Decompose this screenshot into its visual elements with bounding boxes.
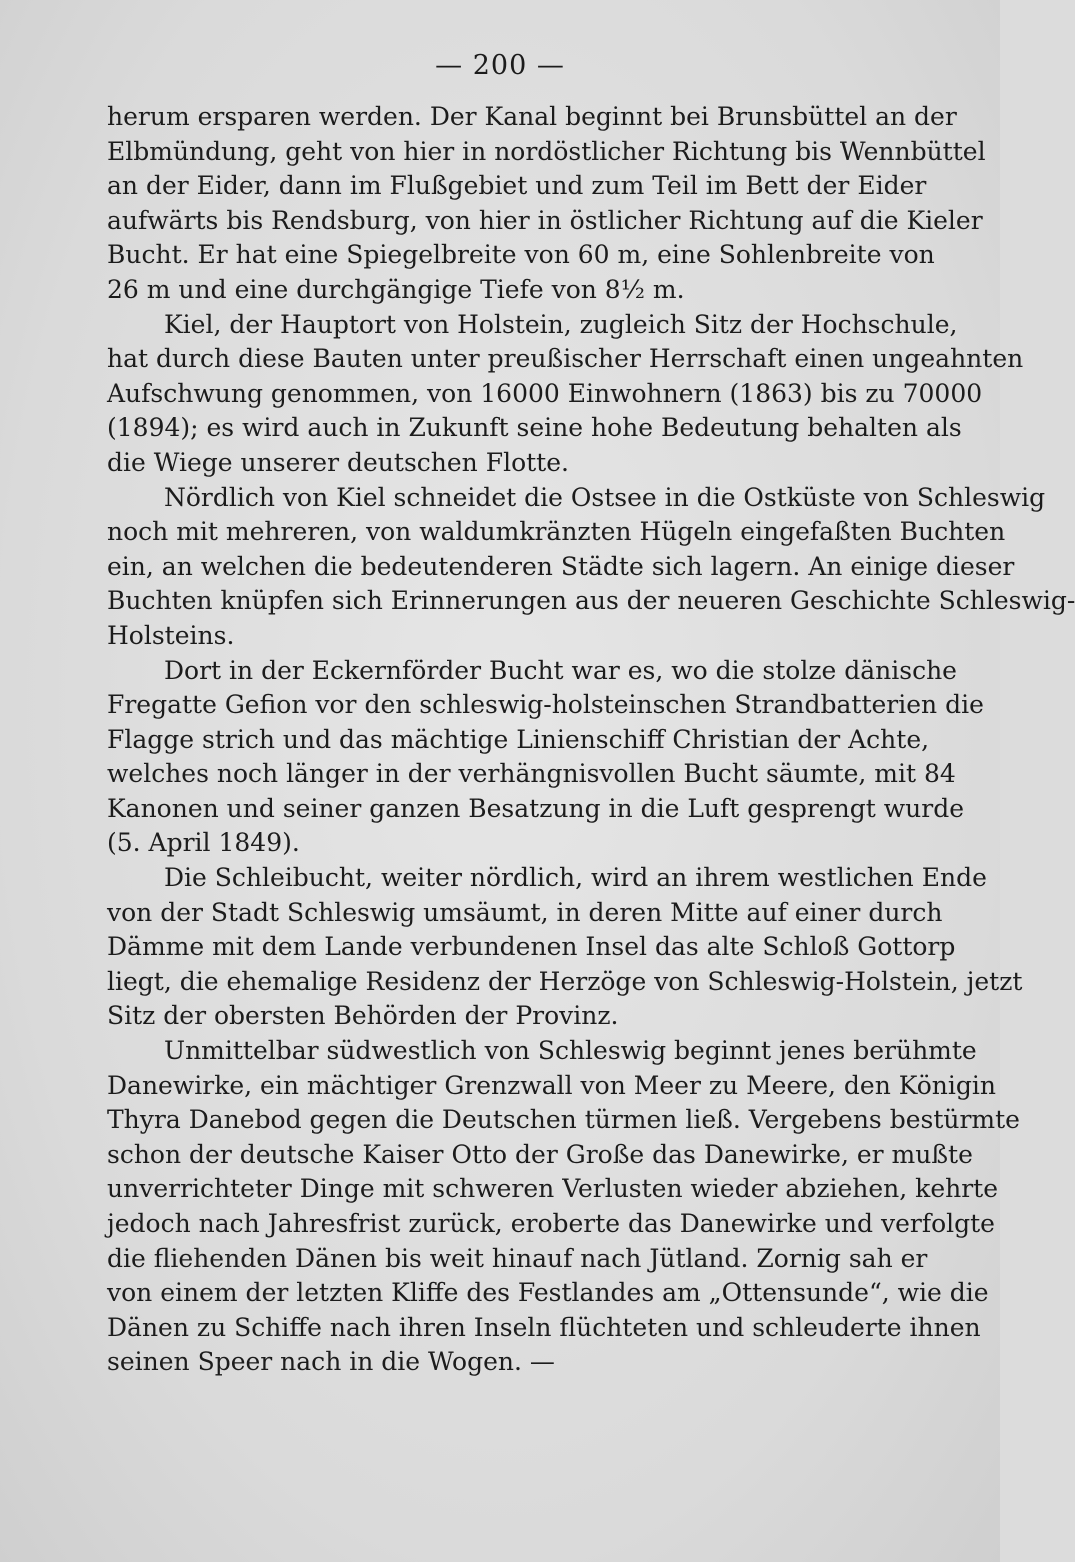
paragraph-6	[107, 1034, 1020, 1380]
text-line: liegt, die ehemalige Residenz der Herzöge von Schleswig-Holstein, jetzt	[107, 966, 1023, 996]
text-line: hat durch diese Bauten unter preußischer Herrschaft einen ungeahnten	[107, 344, 1024, 374]
text-line: Dämme mit dem Lande verbundenen Insel das alte Schloß Gottorp	[107, 932, 956, 962]
body-text	[107, 100, 1075, 1380]
text-line: Aufschwung genommen, von 16000 Einwohnern (1863) bis zu 70000	[107, 378, 983, 408]
text-line: Kanonen und seiner ganzen Besatzung in die Luft gesprengt wurde	[107, 793, 964, 823]
text-line: Holsteins.	[107, 620, 235, 650]
text-line: von einem der letzten Kliffe des Festlandes am „Ottensunde“, wie die	[107, 1278, 989, 1308]
text-line: (1894); es wird auch in Zukunft seine hohe Bedeutung behalten als	[107, 413, 962, 443]
text-line: Dort in der Eckernförder Bucht war es, wo die stolze dänische	[164, 655, 957, 685]
text-line: (5. April 1849).	[107, 828, 300, 858]
text-line: die Wiege unserer deutschen Flotte.	[107, 447, 569, 477]
text-line: von der Stadt Schleswig umsäumt, in deren Mitte auf einer durch	[107, 897, 943, 927]
text-line: Buchten knüpfen sich Erinnerungen aus der neueren Geschichte Schleswig-	[107, 586, 1075, 616]
text-line: Fregatte Gefion vor den schleswig-holsteinschen Strandbatterien die	[107, 690, 984, 720]
text-line: Kiel, der Hauptort von Holstein, zugleich Sitz der Hochschule,	[164, 309, 958, 339]
text-line: 26 m und eine durchgängige Tiefe von 8½ m.	[107, 274, 685, 304]
paragraph-2	[107, 308, 1024, 481]
paragraph-4	[107, 654, 984, 862]
text-line: an der Eider, dann im Flußgebiet und zum Teil im Bett der Eider	[107, 171, 927, 201]
text-line: Nördlich von Kiel schneidet die Ostsee in die Ostküste von Schleswig	[164, 482, 1046, 512]
text-line: welches noch länger in der verhängnisvollen Bucht säumte, mit 84	[107, 759, 956, 789]
text-line: seinen Speer nach in die Wogen. —	[107, 1347, 555, 1377]
text-line: Flagge strich und das mächtige Linienschiff Christian der Achte,	[107, 724, 930, 754]
text-line: Danewirke, ein mächtiger Grenzwall von Meer zu Meere, den Königin	[107, 1070, 997, 1100]
paragraph-3	[107, 481, 1075, 654]
text-line: ein, an welchen die bedeutenderen Städte sich lagern. An einige dieser	[107, 551, 1015, 581]
text-line: schon der deutsche Kaiser Otto der Große das Danewirke, er mußte	[107, 1139, 973, 1169]
text-line: herum ersparen werden. Der Kanal beginnt bei Brunsbüttel an der	[107, 102, 957, 131]
paragraph-1	[107, 100, 986, 308]
text-line: aufwärts bis Rendsburg, von hier in östlicher Richtung auf die Kieler	[107, 205, 983, 235]
text-line: unverrichteter Dinge mit schweren Verlusten wieder abziehen, kehrte	[107, 1174, 999, 1204]
text-line: Bucht. Er hat eine Spiegelbreite von 60 m, eine Sohlenbreite von	[107, 240, 935, 270]
text-line: die fliehenden Dänen bis weit hinauf nach Jütland. Zornig sah er	[107, 1243, 928, 1273]
paragraph-5	[107, 861, 1023, 1034]
text-line: Thyra Danebod gegen die Deutschen türmen ließ. Vergebens bestürmte	[107, 1105, 1020, 1135]
text-line: Dänen zu Schiffe nach ihren Inseln flüchteten und schleuderte ihnen	[107, 1312, 981, 1342]
text-line: Die Schleibucht, weiter nördlich, wird an ihrem westlichen Ende	[164, 863, 987, 893]
text-line: Unmittelbar südwestlich von Schleswig beginnt jenes berühmte	[164, 1036, 977, 1066]
text-line: jedoch nach Jahresfrist zurück, eroberte das Danewirke und verfolgte	[107, 1209, 995, 1238]
text-line: noch mit mehreren, von waldumkränzten Hügeln eingefaßten Buchten	[107, 517, 1006, 547]
page-number: — 200 —	[435, 50, 565, 81]
text-line: Sitz der obersten Behörden der Provinz.	[107, 1001, 619, 1031]
text-line: Elbmündung, geht von hier in nordöstlicher Richtung bis Wennbüttel	[107, 136, 986, 166]
